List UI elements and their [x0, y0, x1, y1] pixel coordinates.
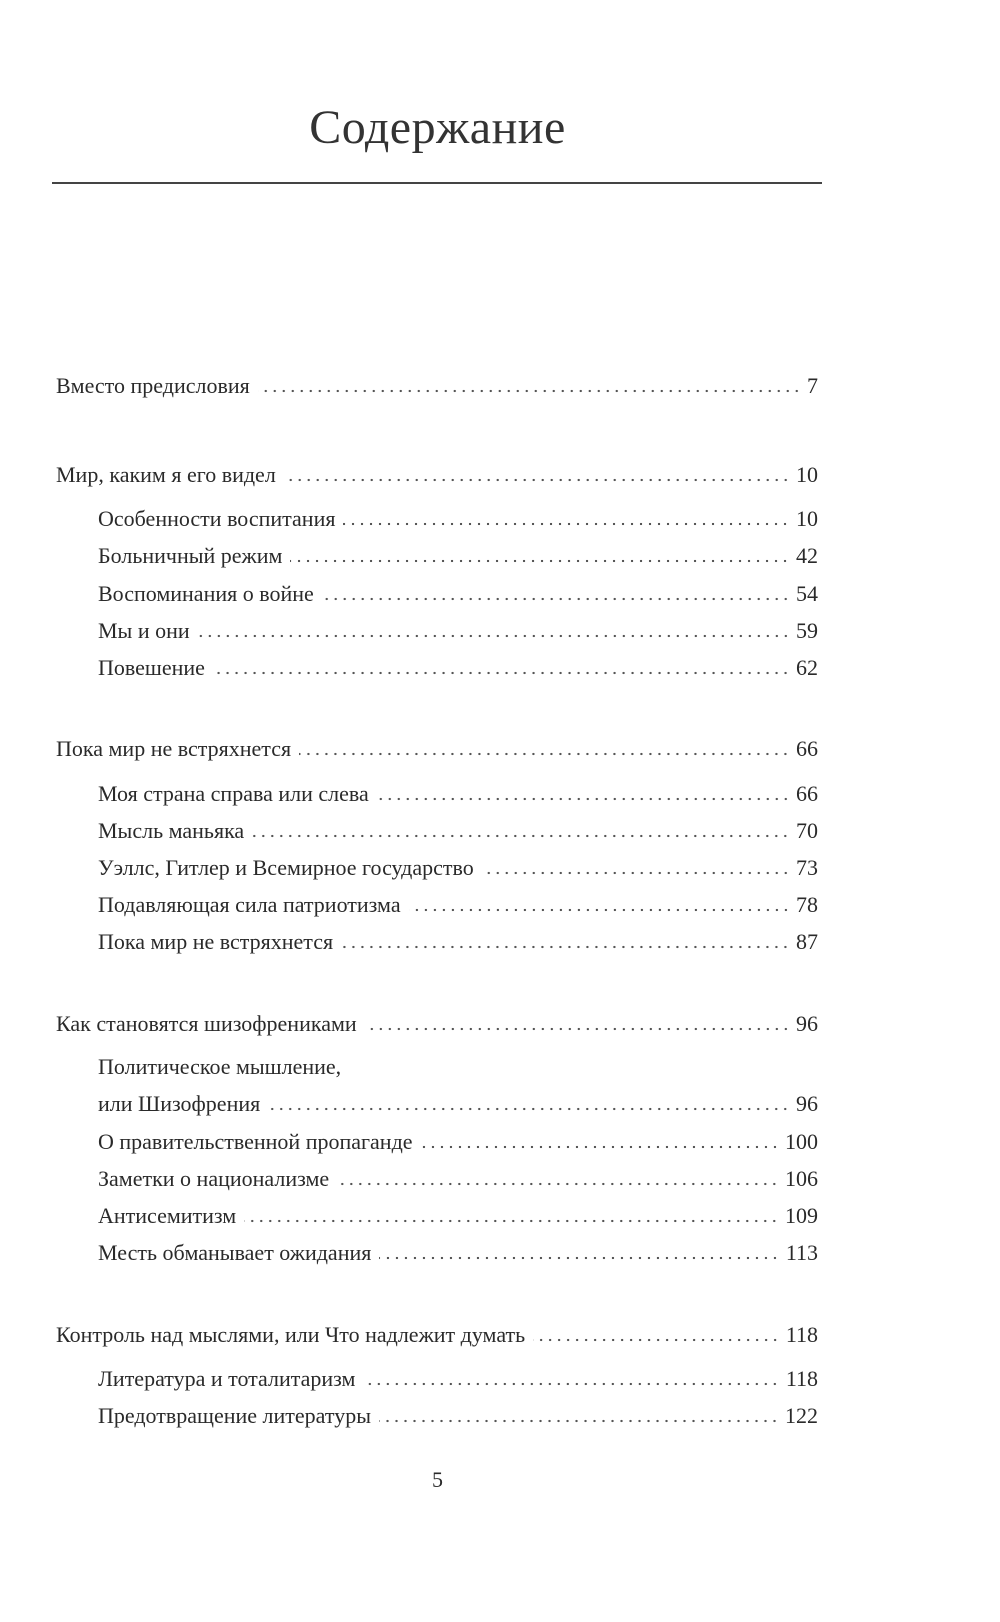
- toc-entry[interactable]: [56, 1320, 818, 1350]
- toc-entry-label: Повешение: [98, 655, 205, 680]
- toc-entry-label: Как становятся шизофрениками: [56, 1011, 357, 1036]
- dot-leader: [198, 634, 790, 638]
- toc-entry-page: 109: [785, 1203, 818, 1228]
- toc-entry-label: О правительственной пропаганде: [98, 1129, 413, 1154]
- toc-entry[interactable]: [98, 927, 818, 957]
- toc-entry-label: Антисемитизм: [98, 1203, 237, 1228]
- toc-entry-page: 54: [796, 581, 818, 606]
- dot-leader: [409, 908, 790, 912]
- dot-leader: [322, 597, 790, 601]
- toc-entry[interactable]: [98, 579, 818, 609]
- toc-entry-label: Месть обманывает ожидания: [98, 1240, 372, 1265]
- toc-entry[interactable]: [98, 541, 818, 571]
- toc-entry-page: 118: [785, 1366, 818, 1391]
- title-divider: [52, 182, 822, 184]
- toc-entry-label: Контроль над мыслями, или Что надлежит думать: [56, 1322, 526, 1347]
- toc-entry-page: 59: [796, 618, 818, 643]
- toc-entry[interactable]: [98, 1364, 818, 1394]
- toc-entry-page: 10: [796, 462, 818, 487]
- dot-leader: [379, 1419, 779, 1423]
- dot-leader: [377, 797, 790, 801]
- toc-entry-page: 62: [796, 655, 818, 680]
- toc-entry-label: или Шизофрения: [98, 1091, 261, 1116]
- toc-entry[interactable]: [98, 616, 818, 646]
- toc-entry-page: 106: [785, 1166, 818, 1191]
- dot-leader: [284, 478, 790, 482]
- toc-entry[interactable]: [98, 779, 818, 809]
- dot-leader: [365, 1027, 790, 1031]
- toc-entry[interactable]: [98, 1238, 818, 1268]
- toc-entry-label: Мысль маньяка: [98, 818, 245, 843]
- toc-entry-label: Мир, каким я его видел: [56, 462, 276, 487]
- toc-entry[interactable]: [98, 1089, 818, 1119]
- toc-entry-label: Больничный режим: [98, 543, 283, 568]
- toc-entry-label: Мы и они: [98, 618, 190, 643]
- toc-entry[interactable]: [98, 1164, 818, 1194]
- dot-leader: [341, 945, 790, 949]
- toc-entry-label: Заметки о национализме: [98, 1166, 330, 1191]
- dot-leader: [363, 1382, 779, 1386]
- toc-entry-label: Воспоминания о войне: [98, 581, 314, 606]
- toc-entry[interactable]: [56, 460, 818, 490]
- dot-leader: [299, 752, 790, 756]
- dot-leader: [258, 389, 801, 393]
- toc-entry[interactable]: [56, 734, 818, 764]
- toc-entry-label: Подавляющая сила патриотизма: [98, 892, 401, 917]
- dot-leader: [268, 1107, 790, 1111]
- toc-entry-page: 66: [796, 736, 818, 761]
- toc-entry[interactable]: [56, 1009, 818, 1039]
- toc-entry[interactable]: [98, 653, 818, 683]
- toc-entry[interactable]: [98, 504, 818, 534]
- toc-entry[interactable]: [98, 1401, 818, 1431]
- toc-entry[interactable]: [98, 890, 818, 920]
- dot-leader: [379, 1256, 779, 1260]
- dot-leader: [482, 871, 790, 875]
- toc-entry[interactable]: [98, 816, 818, 846]
- toc-entry-label: Уэллс, Гитлер и Всемирное государство: [98, 855, 474, 880]
- toc-entry[interactable]: [98, 1127, 818, 1157]
- toc-entry-page: 118: [785, 1322, 818, 1347]
- dot-leader: [343, 522, 790, 526]
- toc-entry-page: 70: [796, 818, 818, 843]
- toc-entry-label: Пока мир не встряхнется: [98, 929, 334, 954]
- toc-entry-page: 10: [796, 506, 818, 531]
- dot-leader: [213, 671, 790, 675]
- toc-entry[interactable]: [98, 853, 818, 883]
- toc-entry-label: Литература и тоталитаризм: [98, 1366, 356, 1391]
- dot-leader: [290, 559, 790, 563]
- toc-entry-page: 78: [796, 892, 818, 917]
- toc-entry-page: 42: [796, 543, 818, 568]
- toc-entry-label: Моя страна справа или слева: [98, 781, 369, 806]
- toc-entry-page: 113: [785, 1240, 818, 1265]
- toc-entry-label: Политическое мышление,: [98, 1054, 342, 1079]
- toc-entry-label: Особенности воспитания: [98, 506, 336, 531]
- page-number: 5: [432, 1467, 443, 1492]
- dot-leader: [252, 834, 790, 838]
- toc-entry-page: 73: [796, 855, 818, 880]
- toc-entry-page: 87: [796, 929, 818, 954]
- toc-entry-page: 122: [785, 1403, 818, 1428]
- page-title: Содержание: [309, 101, 566, 154]
- dot-leader: [533, 1338, 780, 1342]
- toc-entry-page: 100: [785, 1129, 818, 1154]
- toc-entry[interactable]: [56, 371, 818, 401]
- toc-entry[interactable]: [98, 1052, 818, 1082]
- toc-entry-page: 96: [796, 1011, 818, 1036]
- dot-leader: [337, 1182, 779, 1186]
- toc-entry[interactable]: [98, 1201, 818, 1231]
- toc-entry-label: Предотвращение литературы: [98, 1403, 371, 1428]
- dot-leader: [244, 1219, 779, 1223]
- toc-entry-label: Пока мир не встряхнется: [56, 736, 292, 761]
- dot-leader: [421, 1145, 779, 1149]
- toc-entry-label: Вместо предисловия: [56, 373, 250, 398]
- toc-entry-page: 66: [796, 781, 818, 806]
- toc-entry-page: 7: [807, 373, 818, 398]
- toc-entry-page: 96: [796, 1091, 818, 1116]
